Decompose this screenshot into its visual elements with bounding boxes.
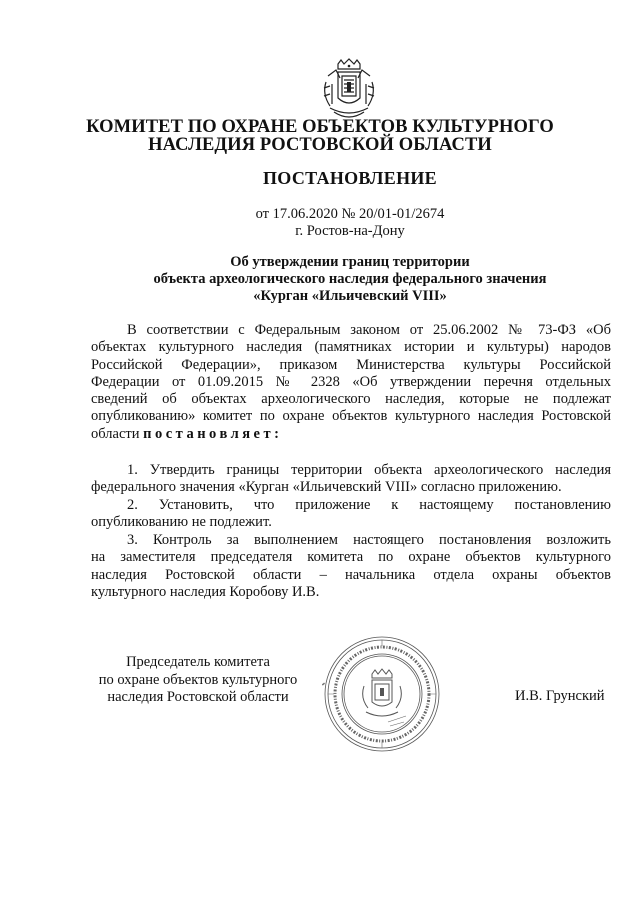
item-line: культурного наследия Коробову И.В. [91, 583, 320, 600]
resolves-keyword: постановляет: [143, 425, 283, 442]
signatory-position [86, 654, 310, 707]
preamble-line: опубликованию» комитет по охране объектов культурного наследия Ростовской [91, 408, 611, 425]
preamble-line: сведений об объектах археологического наследия, которые не подлежат [91, 391, 611, 408]
subject-line-3: «Курган «Ильичевский VIII» [253, 288, 447, 304]
preamble-paragraph [91, 322, 611, 443]
signatory-name: И.В. Грунский [515, 688, 605, 704]
item-line: 3. Контроль за выполнением настоящего постановления возложить [127, 532, 611, 548]
signatory-position-line2: по охране объектов культурного [98, 671, 298, 688]
subject-line-1: Об утверждении границ территории [230, 254, 470, 270]
item-line: наследия Ростовской области – начальника отдела охраны объектов [91, 566, 611, 583]
preamble-last-line [91, 426, 611, 443]
item-line: 1. Утвердить границы территории объекта археологического наследия [127, 462, 611, 478]
subject-line-2: объекта археологического наследия федерального значения [153, 271, 547, 287]
item-line: на заместителя председателя комитета по охране объектов культурного [91, 549, 611, 566]
item-line: 2. Установить, что приложение к настоящему постановлению [127, 497, 611, 513]
preamble-last-line-prefix: области [91, 425, 144, 442]
document-date-number: от 17.06.2020 № 20/01-01/2674 [255, 206, 445, 222]
preamble-line: Федерации от 01.09.2015 № 2328 «Об утверждении перечня отдельных [91, 373, 611, 390]
preamble-line: В соответствии с Федеральным законом от 25.06.2002 № 73-ФЗ «Об [127, 322, 611, 338]
item-line: опубликованию не подлежит. [91, 514, 272, 531]
resolution-item-1 [91, 462, 611, 497]
document-type-title: ПОСТАНОВЛЕНИЕ [263, 168, 437, 188]
preamble-line: Российской Федерации», приказом Министерства культуры Российской [91, 356, 611, 373]
resolution-item-3 [91, 532, 611, 601]
item-line: федерального значения «Курган «Ильичевский VIII» согласно приложению. [91, 479, 562, 496]
signatory-position-line1: Председатель комитета [126, 654, 270, 670]
official-seal-stamp [322, 634, 442, 754]
coat-of-arms-emblem [316, 58, 382, 124]
organization-title-line1: КОМИТЕТ ПО ОХРАНЕ ОБЪЕКТОВ КУЛЬТУРНОГО [86, 117, 554, 137]
signatory-position-line3: наследия Ростовской области [107, 689, 289, 706]
document-city: г. Ростов-на-Дону [295, 223, 405, 239]
resolution-item-2 [91, 497, 611, 532]
organization-title-line2: НАСЛЕДИЯ РОСТОВСКОЙ ОБЛАСТИ [148, 135, 492, 155]
preamble-line: объектах культурного наследия (памятниках истории и культуры) народов [91, 339, 611, 356]
